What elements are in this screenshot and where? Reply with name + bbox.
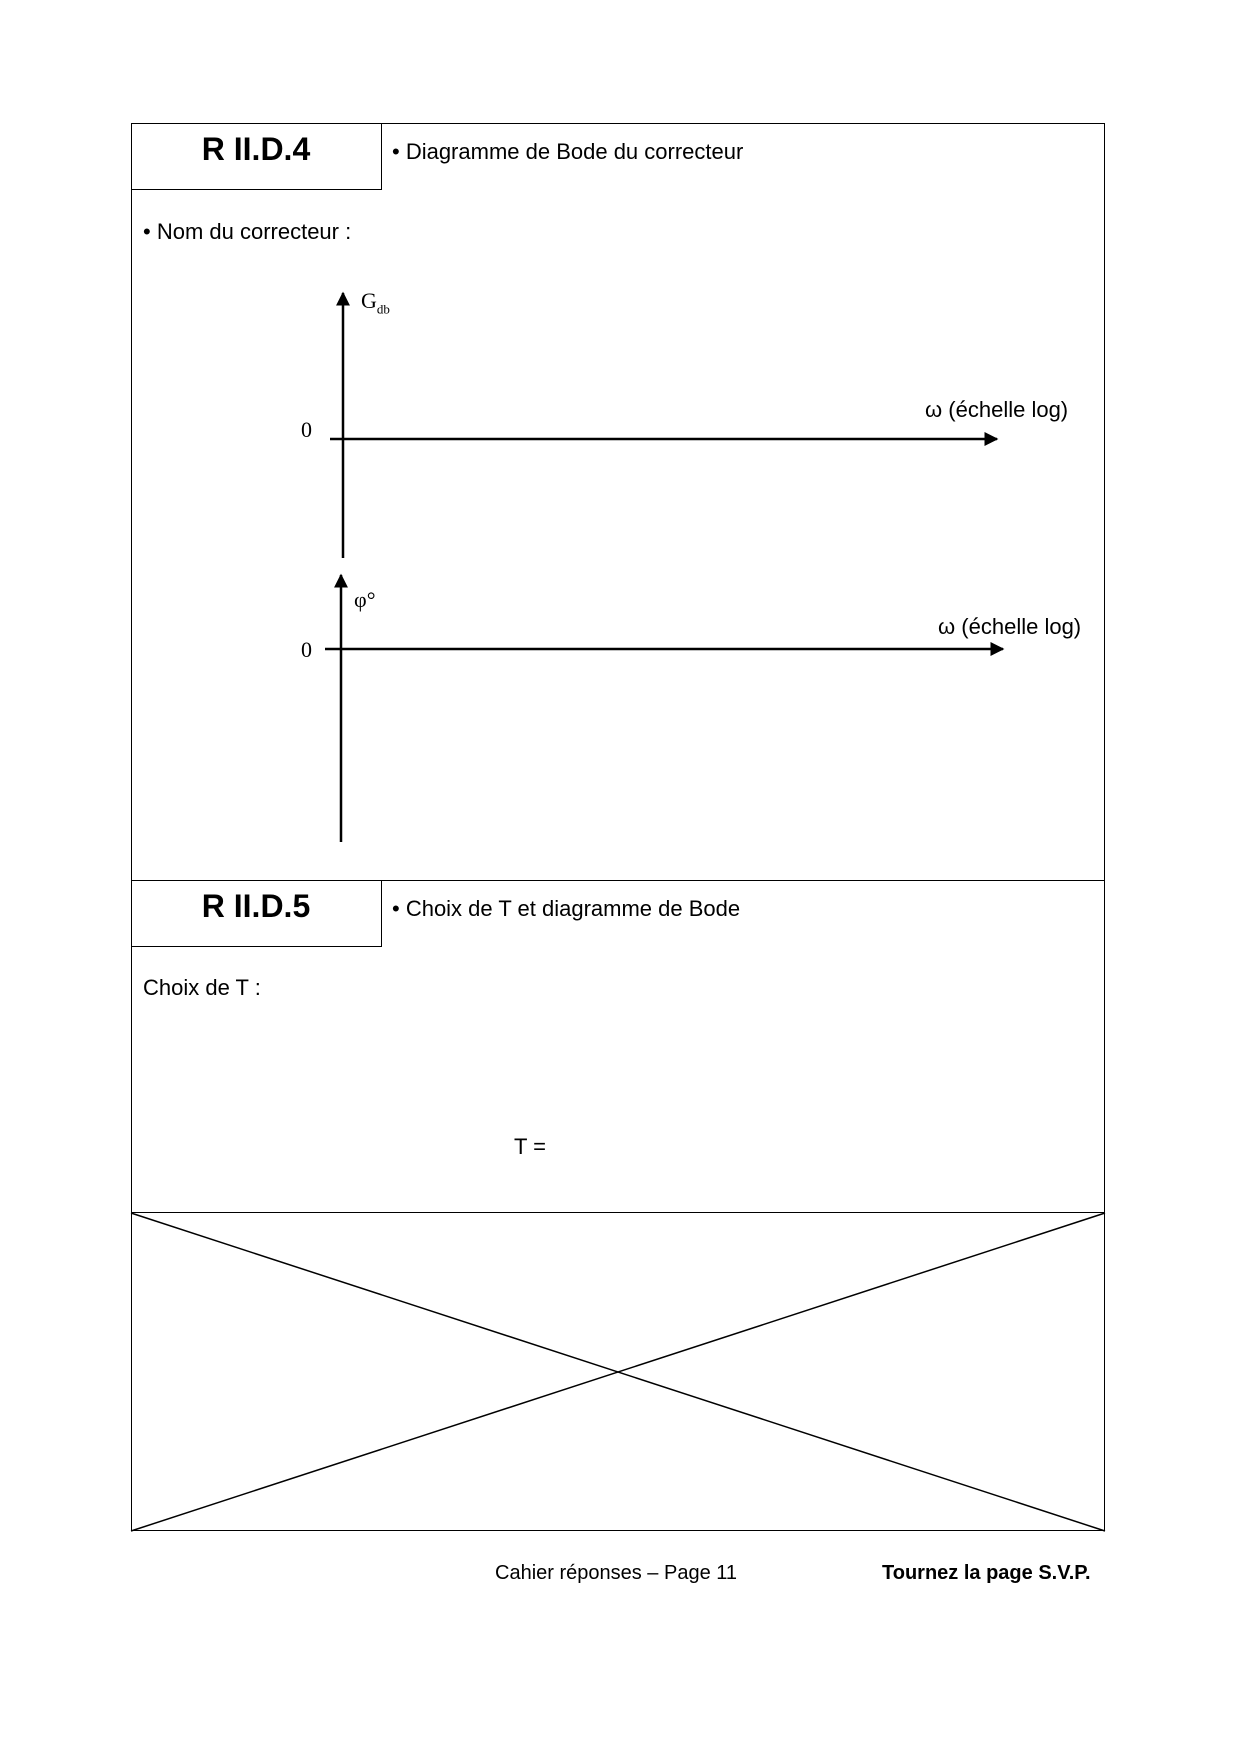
choice-t-prompt: Choix de T : bbox=[143, 975, 261, 1000]
question-label-4: R II.D.4 bbox=[201, 131, 311, 167]
section-title-5: • Choix de T et diagramme de Bode bbox=[392, 896, 741, 921]
phase-omega-axis-label: ω (échelle log) bbox=[938, 614, 1082, 639]
gain-omega-axis-label: ω (échelle log) bbox=[925, 397, 1069, 422]
section-separator-2 bbox=[131, 1212, 1105, 1213]
corrector-name-prompt: • Nom du correcteur : bbox=[143, 219, 352, 244]
section-title-4: • Diagramme de Bode du correcteur bbox=[392, 139, 744, 164]
turn-page-note: Tournez la page S.V.P. bbox=[882, 1562, 1091, 1584]
question-label-box-5 bbox=[131, 880, 382, 947]
gain-zero-label: 0 bbox=[301, 417, 312, 442]
phase-zero-label: 0 bbox=[301, 637, 312, 662]
page-footer: Cahier réponses – Page 11 bbox=[495, 1562, 738, 1584]
t-answer-field: T = bbox=[514, 1134, 547, 1159]
question-label-5: R II.D.5 bbox=[201, 888, 311, 924]
gain-axis-label: $G_{db}$ bbox=[361, 288, 390, 317]
phase-axis-label: φ° bbox=[354, 587, 376, 612]
